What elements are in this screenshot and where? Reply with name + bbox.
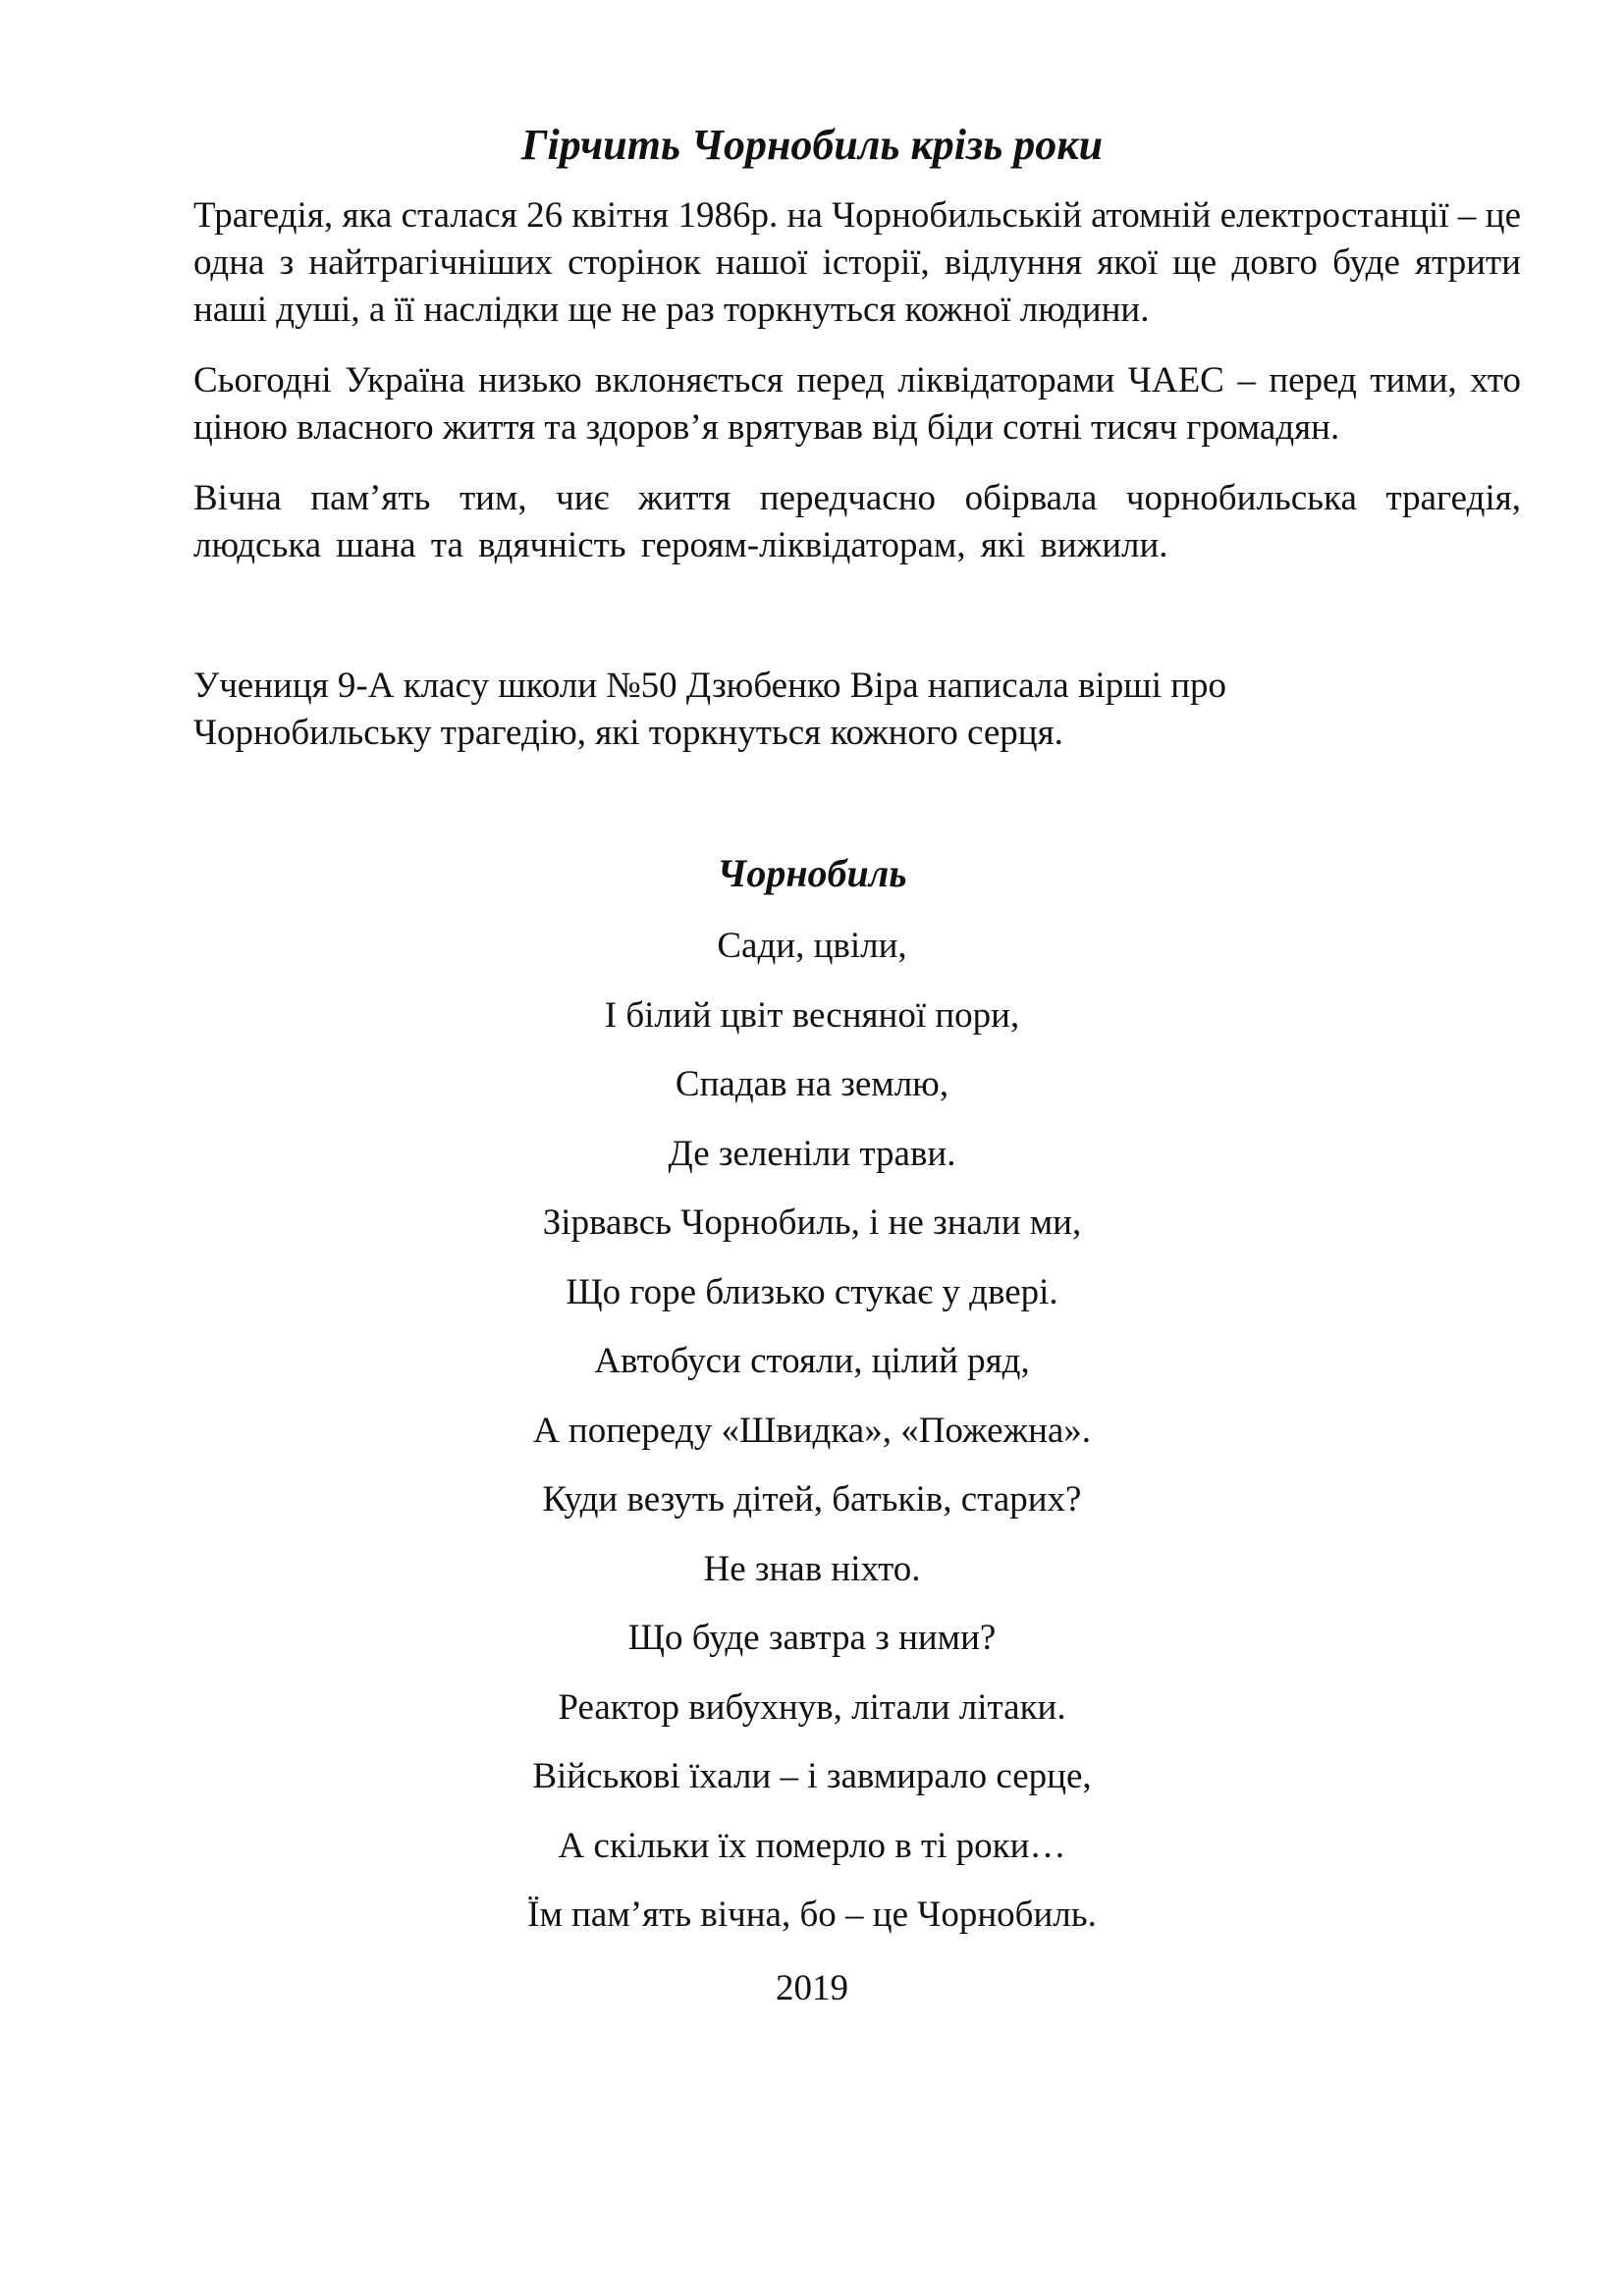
poem-line: Спадав на землю,: [675, 1064, 949, 1104]
paragraph-tragedy: Трагедія, яка сталася 26 квітня 1986р. на Чорнобильській атомній електростанції – це одна з найтрагічніших сторінок нашої історії, відлуння якої ще довго буде ятрити наші душі, а її наслідки ще не раз торкнуться кожної людини.: [193, 195, 1521, 330]
poem-line: Куди везуть дітей, батьків, старих?: [542, 1479, 1082, 1520]
poem-line: Їм пам’ять вічна, бо – це Чорнобиль.: [527, 1895, 1097, 1935]
poem-year: 2019: [776, 1968, 848, 2008]
poem-line: Що буде завтра з ними?: [627, 1618, 997, 1658]
poem-line: Сади, цвіли,: [717, 926, 907, 966]
poem-line: Військові їхали – і завмирало серце,: [532, 1756, 1092, 1796]
poem-lines: [0, 919, 1624, 1957]
poem-line: А скільки їх померло в ті роки…: [558, 1825, 1066, 1866]
paragraph-memory: Вічна пам’ять тим, чиє життя передчасно обірвала чорнобильська трагедія, людська шана та вдячність героям-ліквідаторам, які вижили.: [193, 478, 1521, 565]
poem-line: Реактор вибухнув, літали літаки.: [558, 1686, 1066, 1728]
poem-line: Не знав ніхто.: [703, 1548, 921, 1589]
poem-title: Чорнобиль: [717, 851, 907, 895]
paragraph-liquidators: Сьогодні Україна низько вклоняється перед ліквідаторами ЧАЕС – перед тими, хто ціною власного життя та здоров’я врятував від біди сотні тисяч громадян.: [193, 360, 1521, 448]
poem-line: Де зеленіли трави.: [668, 1133, 956, 1174]
author-intro-line-2: Чорнобильську трагедію, які торкнуться кожного серця.: [193, 713, 1063, 753]
poem-line: Зірвавсь Чорнобиль, і не знали ми,: [542, 1202, 1082, 1243]
poem-line: Автобуси стояли, цілий ряд,: [594, 1341, 1030, 1381]
poem-line: Що горе близько стукає у двері.: [566, 1271, 1058, 1312]
paragraph-author-intro: [193, 663, 1521, 757]
article-title: Гірчить Чорнобиль крізь роки: [520, 121, 1104, 169]
poem-line: І білий цвіт весняної пори,: [604, 994, 1020, 1036]
author-intro-line-1: Учениця 9-А класу школи №50 Дзюбенко Віра написала вірші про: [193, 666, 1227, 706]
poem-line: А попереду «Швидка», «Пожежна».: [532, 1410, 1092, 1451]
